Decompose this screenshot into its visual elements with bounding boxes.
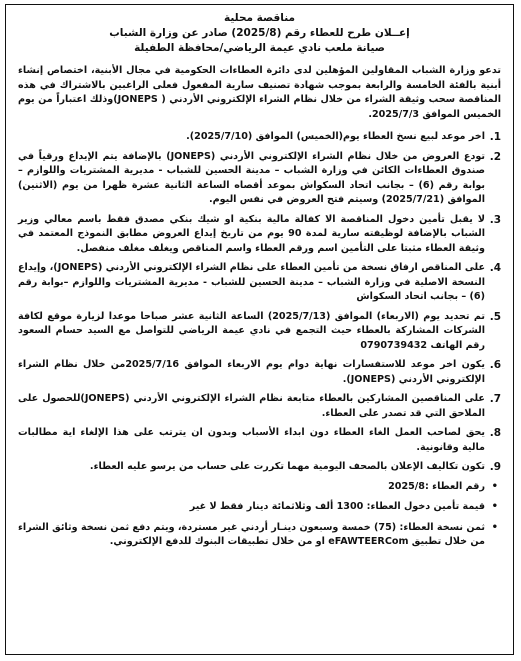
term-item: [18, 213, 501, 257]
detail-text: ثمن نسخة العطاء: (75) خمسة وسبعون دينـار أردني غير مستردة، ويتم دفع ثمن نسخة وثائق الشراء من خلال تطبيق eFAWTEERCom او من خلال تطبيقات البنوك للدفع الإلكتروني.: [18, 521, 485, 547]
term-text: على المناقصين المشاركين بالعطاء متابعة نظام الشراء الإلكتروني الأردني (JONEPS)للحصول على الملاحق التي قد تصدر على العطاء.: [18, 393, 485, 419]
term-number: 1.: [489, 131, 501, 143]
term-text: تكون تكاليف الإعلان بالصحف اليومية مهما تكررت على حساب من يرسو عليه العطاء.: [89, 461, 485, 472]
tender-announcement: [5, 4, 514, 655]
tender-details-list: [18, 480, 501, 550]
term-number: 7.: [489, 393, 501, 405]
detail-text: قيمة تأمين دخول العطاء: 1300 ألف وثلاثمائة دينار فقط لا غير: [189, 501, 485, 512]
detail-item: [18, 480, 501, 495]
term-number: 5.: [489, 310, 501, 323]
term-number: 8.: [489, 427, 501, 439]
term-number: 2.: [489, 150, 501, 163]
announcement-header: [18, 11, 501, 56]
term-item: [18, 358, 501, 387]
term-item: [18, 130, 501, 145]
term-text: يحق لصاحب العمل الغاء العطاء دون ابداء الأسباب وبدون ان يترتب على هذا الإلغاء اية مطالبات مالية وقانونية.: [18, 427, 485, 453]
term-text: اخر موعد لبيع نسخ العطاء يوم(الخميس) الموافق (2025/7/10).: [186, 131, 485, 142]
term-text: لا يقبل تأمين دخول المناقصة الا كفالة مالية بنكية او شيك بنكي مصدق فقط باسم معالي وزير الشباب بالإضافة لوظيفته سارية لمدة 90 يوم من تاريخ إيداع العروض مطابق النموذج المعتمد في وثيقة العطاء مثبتا على التأمين اسم ورقم العطاء واسم المناقص ويغلف مغلف منفصل.: [18, 213, 485, 254]
term-text: تودع العروض من خلال نظام الشراء الإلكتروني الأردني (JONEPS) بالإضافة يتم الإيداع ورقياً في صندوق العطاءات الكائن في وزارة الشباب – مدينة الحسين للشباب - مديرية المشتريات واللوازم –بوابة رقم (6) – بجانب اتحاد السكواش بموعد أقصاه الساعة الثانية عشرة ظهرا من يوم (الاثنين) الموافق (2025/7/21) وسيتم فتح العروض في نفس اليوم.: [18, 150, 485, 205]
terms-list: [18, 130, 501, 475]
term-item: [18, 460, 501, 475]
tender-type: مناقصة محلية: [224, 12, 295, 24]
term-item: [18, 261, 501, 305]
term-item: [18, 426, 501, 455]
term-number: 6.: [489, 359, 501, 371]
detail-item: [18, 521, 501, 550]
term-item: [18, 150, 501, 208]
bullet-icon: •: [491, 480, 498, 492]
term-number: 3.: [489, 213, 501, 226]
detail-text: رقم العطاء :2025/8: [388, 480, 485, 492]
project-title: صيانة ملعب نادي عيمة الرياضي/محافظة الطفيلة: [134, 42, 385, 54]
detail-item: [18, 500, 501, 515]
term-item: [18, 392, 501, 421]
term-item: [18, 310, 501, 354]
intro-paragraph: تدعو وزارة الشباب المقاولين المؤهلين لدى دائرة العطاءات الحكومية في مجال الأبنية، اختصاص إنشاء أبنية بالفئة الخامسة والرابعة بموجب شهادة تصنيف سارية المفعول فعلى الراغبين بالاشتراك في هذه المناقصة سحب وثيقة الشراء من خلال نظام الشراء الإلكتروني الأردني ( JONEPS)وذلك اعتباراً من يوم الخميس الموافق 2025/7/3.: [18, 65, 501, 120]
term-text: يكون اخر موعد للاستفسارات نهاية دوام يوم الاربعاء الموافق 2025/7/16من خلال نظام الشراء الإلكتروني الأردني (JONEPS).: [18, 359, 485, 385]
bullet-icon: •: [491, 501, 498, 512]
announcement-title: إعــلان طرح للعطاء رقم (2025/8) صادر عن وزارة الشباب: [109, 27, 410, 39]
bullet-icon: •: [491, 521, 498, 533]
term-number: 4.: [489, 262, 501, 274]
term-text: على المناقص ارفاق نسخة من تأمين العطاء على نظام الشراء الإلكتروني الأردني (JONEPS)، وإيداع النسخة الاصلية في وزارة الشباب – مدينة الحسين للشباب - مديرية المشتريات واللوازم –بوابة رقم (6) – بجانب اتحاد السكواش: [18, 262, 485, 302]
term-number: 9.: [489, 461, 501, 473]
term-text: تم تحديد يوم (الاربعاء) الموافق (2025/7/13) الساعة الثانية عشر صباحا موعدا لزيارة موقع لكافة الشركات المشاركة بالعطاء حيث التجمع في نادي عيمة الرياضي للتواصل مع السيد حسام السعود رقم الهاتف 0790739432: [18, 310, 485, 351]
